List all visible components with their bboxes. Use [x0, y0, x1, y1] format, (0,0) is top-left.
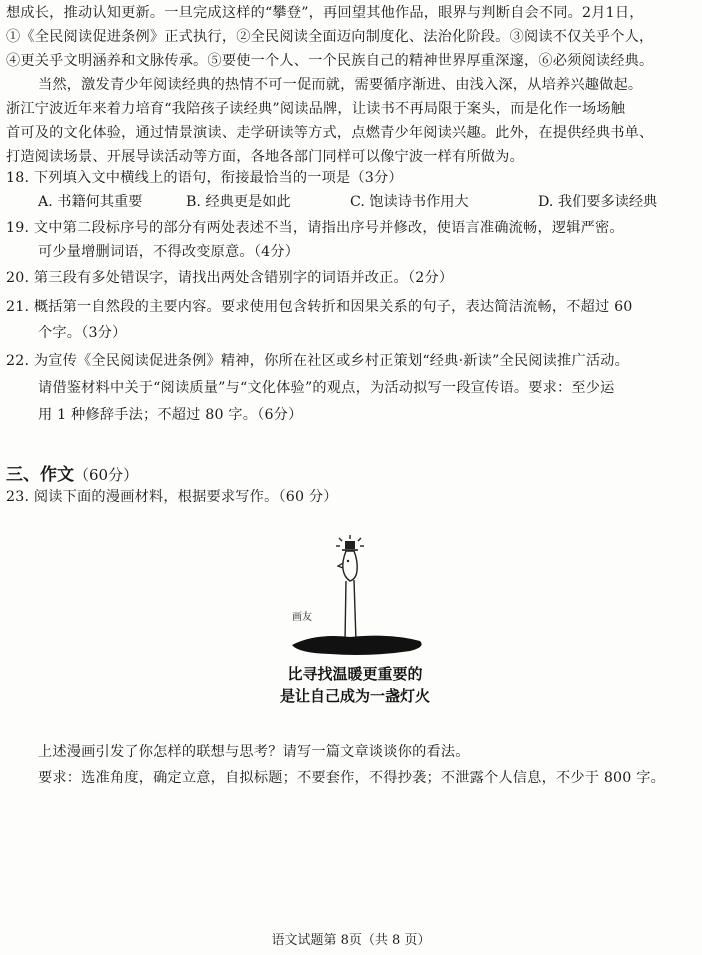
option-b: B. 经典更是如此 [186, 194, 291, 210]
lamp-head [345, 541, 355, 549]
passage-line: ①《全民阅读促进条例》正式执行，②全民阅读全面迈向制度化、法治化阶段。③阅读不仅关乎个人， [6, 29, 654, 45]
tower-left [345, 581, 346, 641]
option-c: C. 饱读诗书作用大 [350, 194, 469, 210]
cartoon-caption-line2: 是让自己成为一盏灯火 [279, 687, 431, 705]
question-21-cont: 个字。（3分） [38, 325, 127, 341]
passage-line: 浙江宁波近年来着力培育“我陪孩子读经典”阅读品牌，让读书不再局限于案头，而是化作一场场触 [6, 101, 626, 117]
artist-name: 画友 [292, 612, 312, 623]
cartoon-caption-line1: 比寻找温暖更重要的 [287, 665, 423, 683]
ground-blot [292, 636, 422, 655]
eye [347, 560, 349, 562]
question-19-cont: 可少量增删词语，不得改变原意。（4分） [38, 244, 300, 260]
passage-line: 想成长，推动认知更新。一旦完成这样的“攀登”，再回望其他作品，眼界与判断自会不同。2月1日， [6, 5, 644, 21]
question-18: 18. 下列填入文中横线上的语句，衔接最恰当的一项是（3分） [6, 170, 403, 186]
question-23: 23. 阅读下面的漫画材料，根据要求写作。（60 分） [6, 489, 338, 505]
option-a: A. 书籍何其重要 [38, 194, 143, 210]
passage-line: 打造阅读场景、开展导读活动等方面，各地各部门同样可以像宁波一样有所做为。 [6, 149, 524, 165]
page-footer: 语文试题第 8页（共 8 页） [271, 933, 431, 948]
question-19: 19. 文中第二段标序号的部分有两处表述不当，请指出序号并修改，使语言准确流畅，逻辑严密。 [6, 220, 624, 236]
question-22-cont: 用 1 种修辞手法；不超过 80 字。（6分） [38, 407, 303, 423]
question-20: 20. 第三段有多处错误字，请找出两处含错别字的词语并改正。（2分） [6, 270, 454, 286]
section-heading-composition [6, 460, 138, 485]
composition-requirements: 要求：选准角度，确定立意，自拟标题；不要套作，不得抄袭；不泄露个人信息，不少于 800 字。 [38, 770, 665, 786]
passage-line: 当然，激发青少年阅读经典的热情不可一促而就，需要循序渐进、由浅入深，从培养兴趣做起。 [38, 77, 643, 93]
question-21: 21. 概括第一自然段的主要内容。要求使用包含转折和因果关系的句子，表达简洁流畅，不超过 60 [6, 299, 633, 315]
tower-right [354, 580, 356, 641]
composition-prompt: 上述漫画引发了你怎样的联想与思考？请写一篇文章谈谈你的看法。 [38, 744, 470, 760]
face [343, 551, 357, 581]
question-22: 22. 为宣传《全民阅读促进条例》精神，你所在社区或乡村正策划“经典·新读”全民阅读推广活动。 [6, 353, 629, 369]
section-score: （60分） [74, 466, 139, 484]
artist-signature [292, 610, 312, 623]
passage-line: ④更关乎文明涵养和文脉传承。⑤要使一个人、一个民族自己的精神世界厚重深邃，⑥必须阅读经典。 [6, 53, 654, 69]
cartoon-illustration [270, 533, 440, 708]
option-d: D. 我们要多读经典 [538, 194, 658, 210]
question-18-options [38, 191, 688, 211]
question-22-cont: 请借鉴材料中关于“阅读质量”与“文化体验”的观点，为活动拟写一段宣传语。要求：至少运 [38, 380, 615, 396]
section-title: 三、作文 [6, 465, 74, 485]
lighthouse-person-drawing [270, 533, 440, 708]
passage-line: 首可及的文化体验，通过情景演读、走学研读等方式，点燃青少年阅读兴趣。此外，在提供经典书单、 [6, 125, 654, 141]
